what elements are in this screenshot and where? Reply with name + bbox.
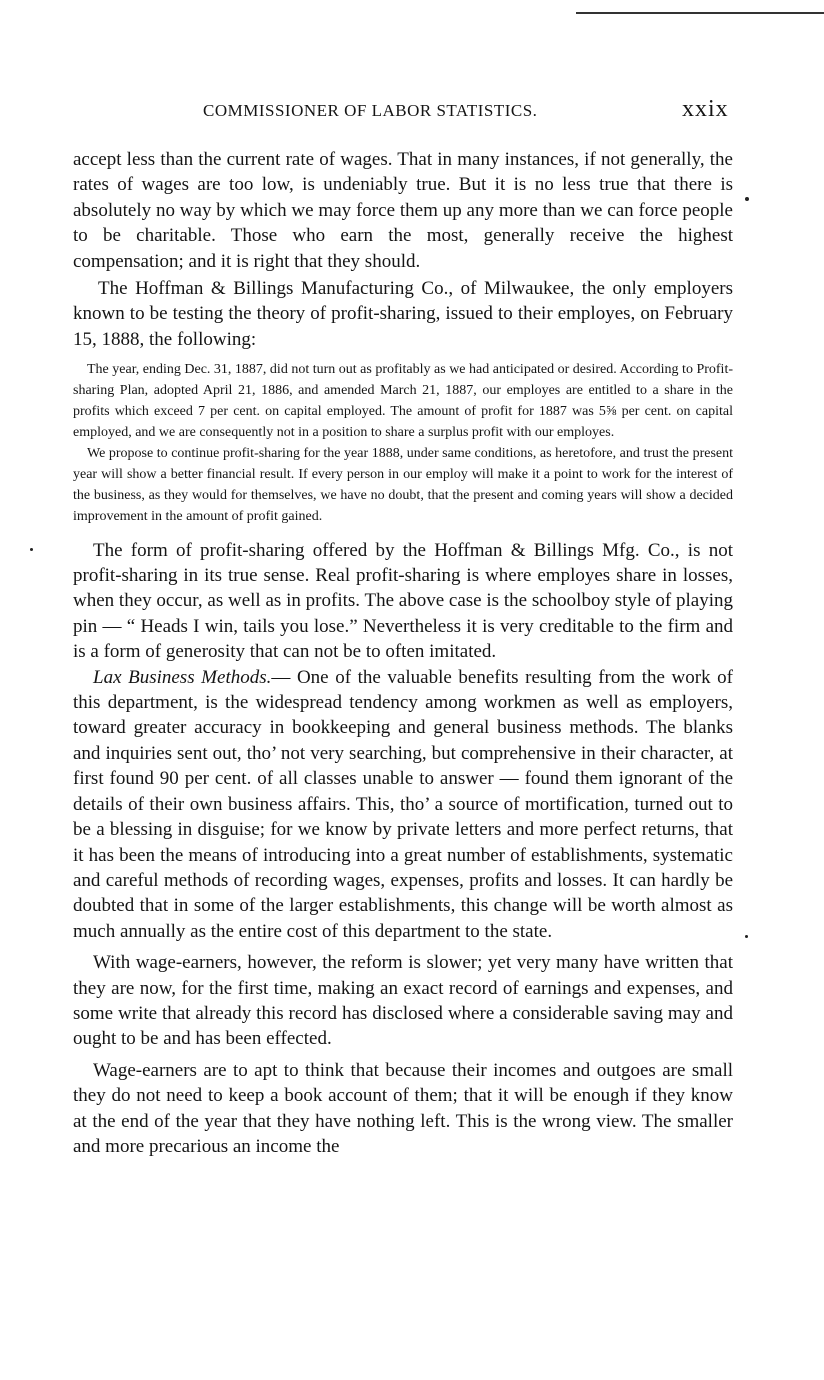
- paragraph-lax-business-methods-body: — One of the valuable benefits resulting from the work of this department, is the widespread tendency among workmen as well as employers, toward greater accuracy in bookkeeping and general business methods. The blanks and inquiries sent out, tho’ not very searching, but comprehensive in their character, at first found 90 per cent. of all classes unable to answer — found them ignorant of the details of their own business affairs. This, tho’ a source of mortification, turned out to be a blessing in disguise; for we know by private letters and more perfect returns, that it has been the means of introducing into a great number of establishments, systematic and careful methods of recording wages, expenses, profits and losses. It can hardly be doubted that in some of the larger establishments, this change will be worth almost as much annually as the entire cost of this department to the state.: [73, 666, 733, 942]
- margin-speck: [745, 197, 749, 201]
- margin-speck: [745, 935, 748, 938]
- running-title: COMMISSIONER OF LABOR STATISTICS.: [203, 101, 538, 120]
- paragraph-wage-earners-account: Wage-earners are to apt to think that because their incomes and outgoes are small they do not need to keep a book account of them; that it will be enough if they know at the end of the year that they have nothing left. This is the wrong view. The smaller and more precarious an income the: [73, 1059, 733, 1157]
- paragraph-wage-earners-reform: With wage-earners, however, the reform is slower; yet very many have written that they are now, for the first time, making an exact record of earnings and expenses, and some write that already this record has disclosed where a considerable saving may and ought to be and has been effected.: [73, 952, 733, 1050]
- page-header: [0, 96, 824, 126]
- page-number: xxix: [682, 96, 729, 122]
- section-heading-italic: Lax Business Methods.: [93, 666, 272, 688]
- text-column: [73, 147, 733, 1159]
- block-quote-notice: [73, 360, 733, 527]
- quote-paragraph-1: The year, ending Dec. 31, 1887, did not turn out as profitably as we had anticipated or desired. According to Profit-sharing Plan, adopted April 21, 1886, and amended March 21, 1887, our employes are entitled to a share in the profits which exceed 7 per cent. on capital employed. The amount of profit for 1887 was 5⅝ per cent. on capital employed, and we are consequently not in a position to share a surplus profit with our employes.: [73, 362, 733, 440]
- top-edge-rule: [576, 12, 824, 14]
- paragraph-hoffman-billings: The Hoffman & Billings Manufacturing Co., of Milwaukee, the only employers known to be testing the theory of profit-sharing, issued to their employes, on February 15, 1888, the following:: [73, 278, 733, 350]
- paragraph-lax-business-methods: [73, 665, 733, 944]
- paragraph-continuation: accept less than the current rate of wages. That in many instances, if not generally, the rates of wages are too low, is undeniably true. But it is no less true that there is absolutely no way by which we may force them up any more than we can force people to be charitable. Those who earn the most, generally receive the highest compensation; and it is right that they should.: [73, 149, 733, 272]
- quote-paragraph-2: We propose to continue profit-sharing for the year 1888, under same conditions, as heretofore, and trust the present year will show a better financial result. If every person in our employ will make it a point to work for the interest of the business, as they would for themselves, we have no doubt, that the present and coming years will show a decided improvement in the amount of profit gained.: [73, 446, 733, 524]
- margin-speck: [30, 548, 33, 551]
- paragraph-profit-sharing-critique: The form of profit-sharing offered by the Hoffman & Billings Mfg. Co., is not profit-sharing in its true sense. Real profit-sharing is where employes share in losses, when they occur, as well as in profits. The above case is the schoolboy style of playing pin — “ Heads I win, tails you lose.” Nevertheless it is very creditable to the firm and is a form of generosity that can not be to often imitated.: [73, 539, 733, 663]
